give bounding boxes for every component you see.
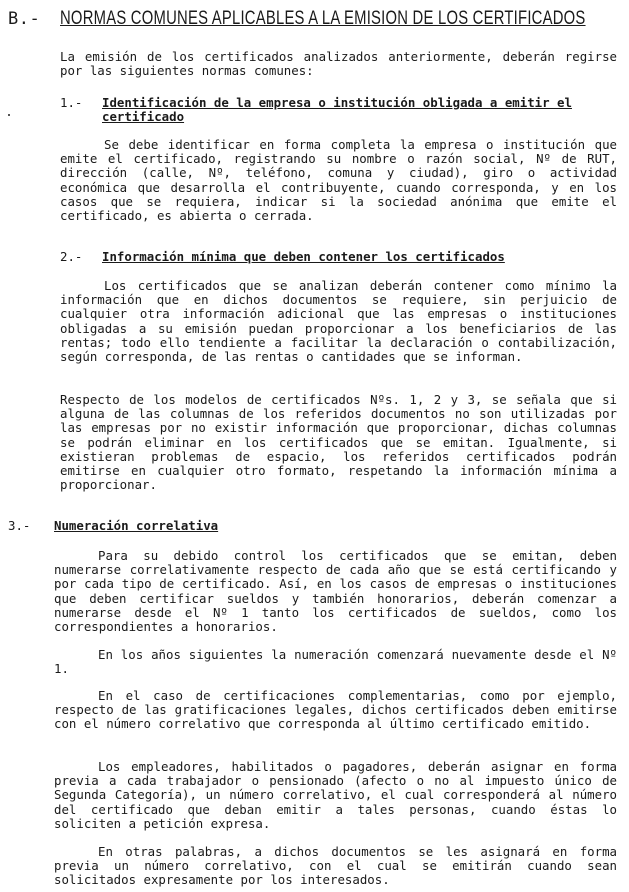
item-3-title: Numeración correlativa xyxy=(54,518,219,533)
section-heading xyxy=(8,8,629,30)
item-3-heading xyxy=(8,519,617,533)
section-number: B.- xyxy=(8,9,41,29)
item-2-heading xyxy=(60,250,617,264)
item-3-number: 3.- xyxy=(8,518,31,533)
scan-speck xyxy=(8,114,10,116)
item-1-paragraph-1: Se debe identificar en forma completa la empresa o institución que emite el certificado, registrando su nombre o razón social, Nº de RUT, dirección (calle, Nº, teléfono, comuna y ciudad), giro o actividad económica que desarrolla el contribuyente, cuando corresponda, y en los casos que se requiera, indicar si la sociedad anónima que emite el certificado, es abierta o cerrada. xyxy=(60,137,617,224)
section-title: NORMAS COMUNES APLICABLES A LA EMISION DE LOS CERTIFICADOS xyxy=(60,8,586,29)
item-2-paragraph-2: Respecto de los modelos de certificados Nºs. 1, 2 y 3, se señala que si alguna de las columnas de los referidos documentos no son utilizadas por las empresas por no existir información que proporcionar, dichas columnas se podrán eliminar en los certificados que se emitan. Igualmente, si existieran problemas de espacio, los referidos certificados podrán emitirse en cualquier otro formato, respetando la información mínima a proporcionar. xyxy=(60,392,617,493)
item-2-title: Información mínima que deben contener los certificados xyxy=(102,249,505,264)
item-3-paragraph-5: En otras palabras, a dichos documentos se les asignará en forma previa un número correlativo, con el cual se emitirán cuando sean solicitados expresamente por los interesados. xyxy=(54,844,617,888)
item-2-paragraph-1: Los certificados que se analizan deberán contener como mínimo la información que en dichos documentos se requiere, sin perjuicio de cualquier otra información adicional que las empresas o instituciones obligadas a su emisión puedan proporcionar a los beneficiarios de las rentas; todo ello tendiente a facilitar la declaración o contabilización, según corresponda, de las rentas o cantidades que se informan. xyxy=(60,278,617,365)
item-3-paragraph-4: Los empleadores, habilitados o pagadores, deberán asignar en forma previa a cada trabajador o pensionado (afecto o no al impuesto único de Segunda Categoría), un número correlativo, el cual corresponderá al número del certificado que deban emitir a tales personas, cuando éstas lo soliciten a petición expresa. xyxy=(54,759,617,831)
item-3-paragraph-2: En los años siguientes la numeración comenzará nuevamente desde el Nº 1. xyxy=(54,647,617,677)
item-1-heading xyxy=(60,96,617,124)
item-1-number: 1.- xyxy=(60,95,83,110)
item-3-paragraph-1: Para su debido control los certificados que se emitan, deben numerarse correlativamente respecto de cada año que se está certificando y por cada tipo de certificado. Así, en los casos de empresas o instituciones que deben certificar sueldos y también honorarios, deberán comenzar a numerarse desde el Nº 1 tanto los certificados de sueldos, como los correspondientes a honorarios. xyxy=(54,548,617,635)
item-3-paragraph-3: En el caso de certificaciones complementarias, como por ejemplo, respecto de las gratificaciones legales, dichos certificados deben emitirse con el número correlativo que corresponda al último certificado emitido. xyxy=(54,688,617,732)
intro-paragraph: La emisión de los certificados analizados anteriormente, deberán regirse por las siguientes normas comunes: xyxy=(60,49,617,79)
item-1-title: Identificación de la empresa o institución obligada a emitir el certificado xyxy=(102,95,572,125)
item-2-number: 2.- xyxy=(60,249,83,264)
